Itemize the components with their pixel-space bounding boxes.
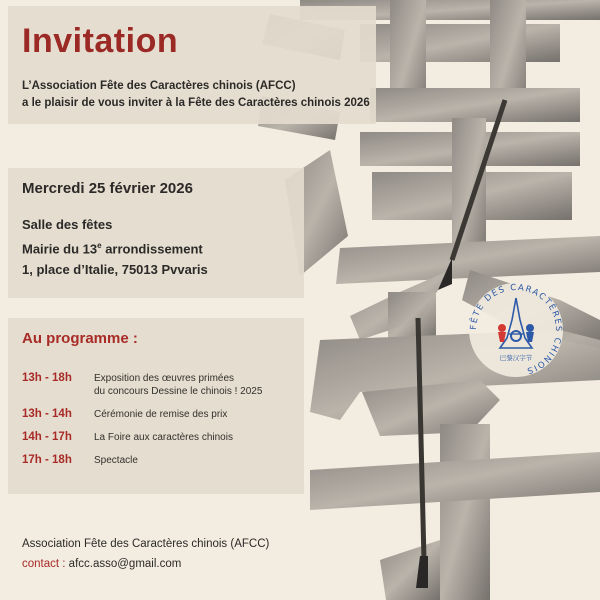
contact-line (22, 554, 269, 574)
intro-line-2: a le plaisir de vous inviter à la Fête des Caractères chinois 2026 (22, 97, 370, 109)
footer (22, 534, 269, 574)
festival-logo (462, 276, 570, 384)
program-item (22, 431, 298, 444)
logo-ring-text: FÊTE DES CARACTÈRES CHINOIS (468, 282, 564, 376)
program-description: Spectacle (94, 455, 138, 466)
program-description: La Foire aux caractères chinois (94, 432, 233, 443)
program-list (22, 372, 298, 477)
program-description: Exposition des œuvres primées du concours Dessine le chinois ! 2025 (94, 373, 263, 397)
venue-line-3: 1, place d’Italie, 75013 Pvvaris (22, 262, 208, 278)
venue-line-1: Salle des fêtes (22, 217, 113, 232)
contact-label: contact : (22, 558, 66, 570)
program-title: Au programme : (22, 330, 138, 347)
venue-line-2: Mairie du 13e arrondissement (22, 241, 203, 257)
intro-text (22, 78, 370, 112)
program-item (22, 408, 298, 421)
intro-line-1: L’Association Fête des Caractères chinois (AFCC) (22, 80, 296, 92)
program-time: 13h - 18h (22, 372, 72, 384)
program-description: Cérémonie de remise des prix (94, 409, 228, 420)
program-time: 13h - 14h (22, 408, 72, 420)
contact-email[interactable]: afcc.asso@gmail.com (68, 558, 182, 570)
program-time: 14h - 17h (22, 431, 72, 443)
association-name: Association Fête des Caractères chinois (AFCC) (22, 538, 270, 550)
program-item (22, 372, 298, 398)
logo-chinese-name: 巴黎汉字节 (499, 354, 533, 362)
event-venue (22, 214, 208, 280)
event-date: Mercredi 25 février 2026 (22, 180, 193, 197)
invitation-title: Invitation (22, 22, 179, 60)
program-time: 17h - 18h (22, 454, 72, 466)
program-item (22, 454, 298, 467)
